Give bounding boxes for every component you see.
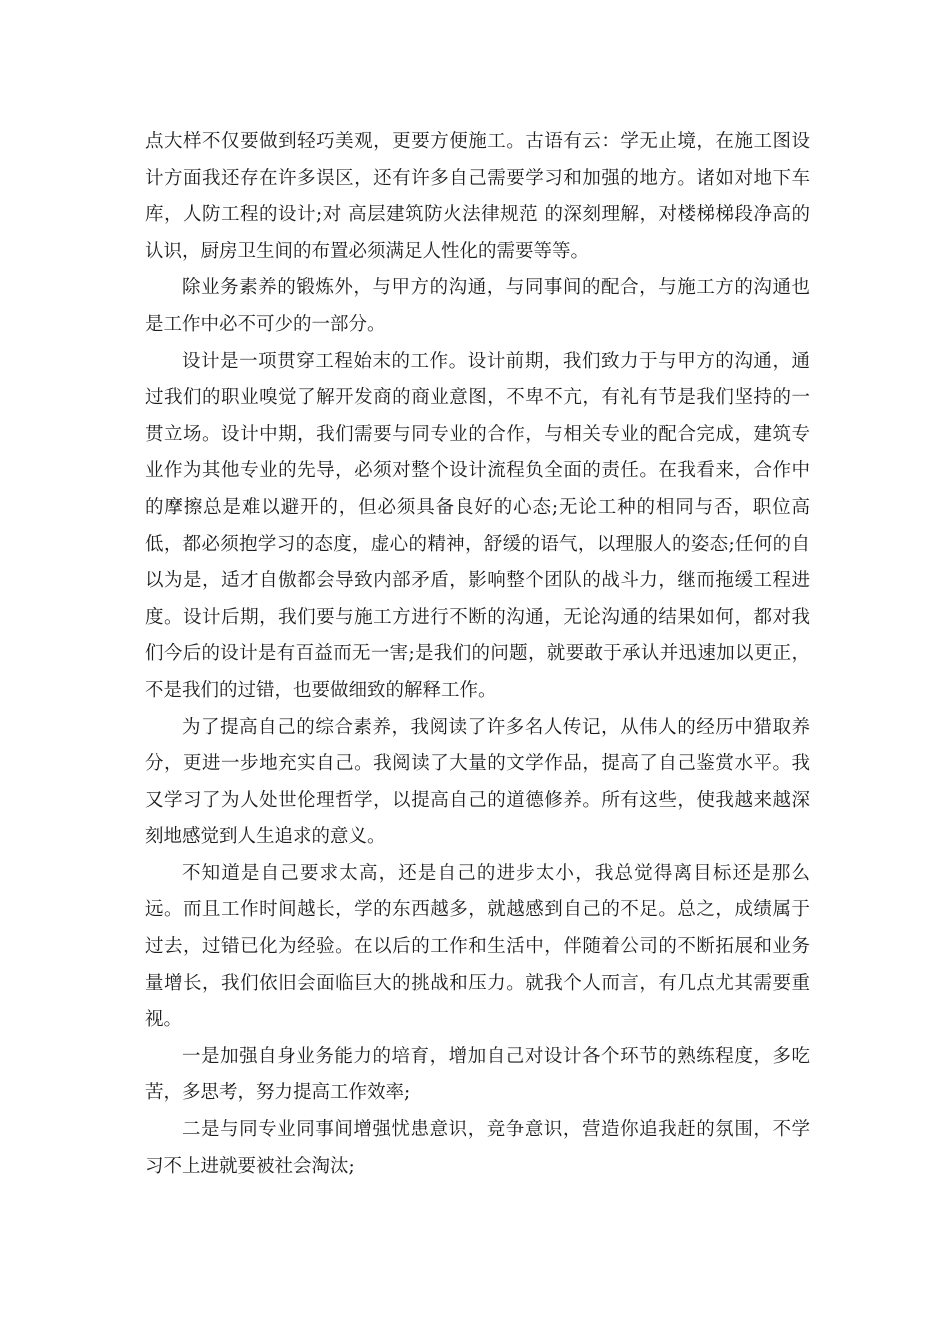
paragraph-3: 设计是一项贯穿工程始末的工作。设计前期，我们致力于与甲方的沟通，通过我们的职业嗅觉了解开发商的商业意图，不卑不亢，有礼有节是我们坚持的一贯立场。设计中期，我们需要与同专业的合作，与相关专业的配合完成，建筑专业作为其他专业的先导，必须对整个设计流程负全面的责任。在我看来，合作中的摩擦总是难以避开的，但必须具备良好的心态;无论工种的相同与否，职位高低，都必须抱学习的态度，虚心的精神，舒缓的语气，以理服人的姿态;任何的自以为是，适才自傲都会导致内部矛盾，影响整个团队的战斗力，继而拖缓工程进度。设计后期，我们要与施工方进行不断的沟通，无论沟通的结果如何，都对我们今后的设计是有百益而无一害;是我们的问题，就要敢于承认并迅速加以更正，不是我们的过错，也要做细致的解释工作。 — [145, 350, 810, 701]
paragraph-4: 为了提高自己的综合素养，我阅读了许多名人传记，从伟人的经历中猎取养分，更进一步地充实自己。我阅读了大量的文学作品，提高了自己鉴赏水平。我又学习了为人处世伦理哲学，以提高自己的道德修养。所有这些，使我越来越深刻地感觉到人生追求的意义。 — [145, 716, 810, 848]
paragraph-2: 除业务素养的锻炼外，与甲方的沟通，与同事间的配合，与施工方的沟通也是工作中必不可少的一部分。 — [145, 277, 810, 335]
paragraph-6: 一是加强自身业务能力的培育，增加自己对设计各个环节的熟练程度，多吃苦，多思考，努力提高工作效率; — [145, 1045, 810, 1104]
document-body — [145, 124, 810, 1185]
paragraph-1: 点大样不仅要做到轻巧美观，更要方便施工。古语有云：学无止境，在施工图设计方面我还存在许多误区，还有许多自己需要学习和加强的地方。诸如对地下车库，人防工程的设计;对 高层建筑防火法律规范 的深刻理解，对楼梯梯段净高的认识，厨房卫生间的布置必须满足人性化的需要等等。 — [145, 131, 810, 262]
paragraph-5: 不知道是自己要求太高，还是自己的进步太小，我总觉得离目标还是那么远。而且工作时间越长，学的东西越多，就越感到自己的不足。总之，成绩属于过去，过错已化为经验。在以后的工作和生活中，伴随着公司的不断拓展和业务量增长，我们依旧会面临巨大的挑战和压力。就我个人而言，有几点尤其需要重视。 — [145, 862, 810, 1031]
paragraph-7: 二是与同专业同事间增强忧患意识，竞争意识，营造你追我赶的氛围，不学习不上进就要被社会淘汰; — [145, 1119, 810, 1177]
